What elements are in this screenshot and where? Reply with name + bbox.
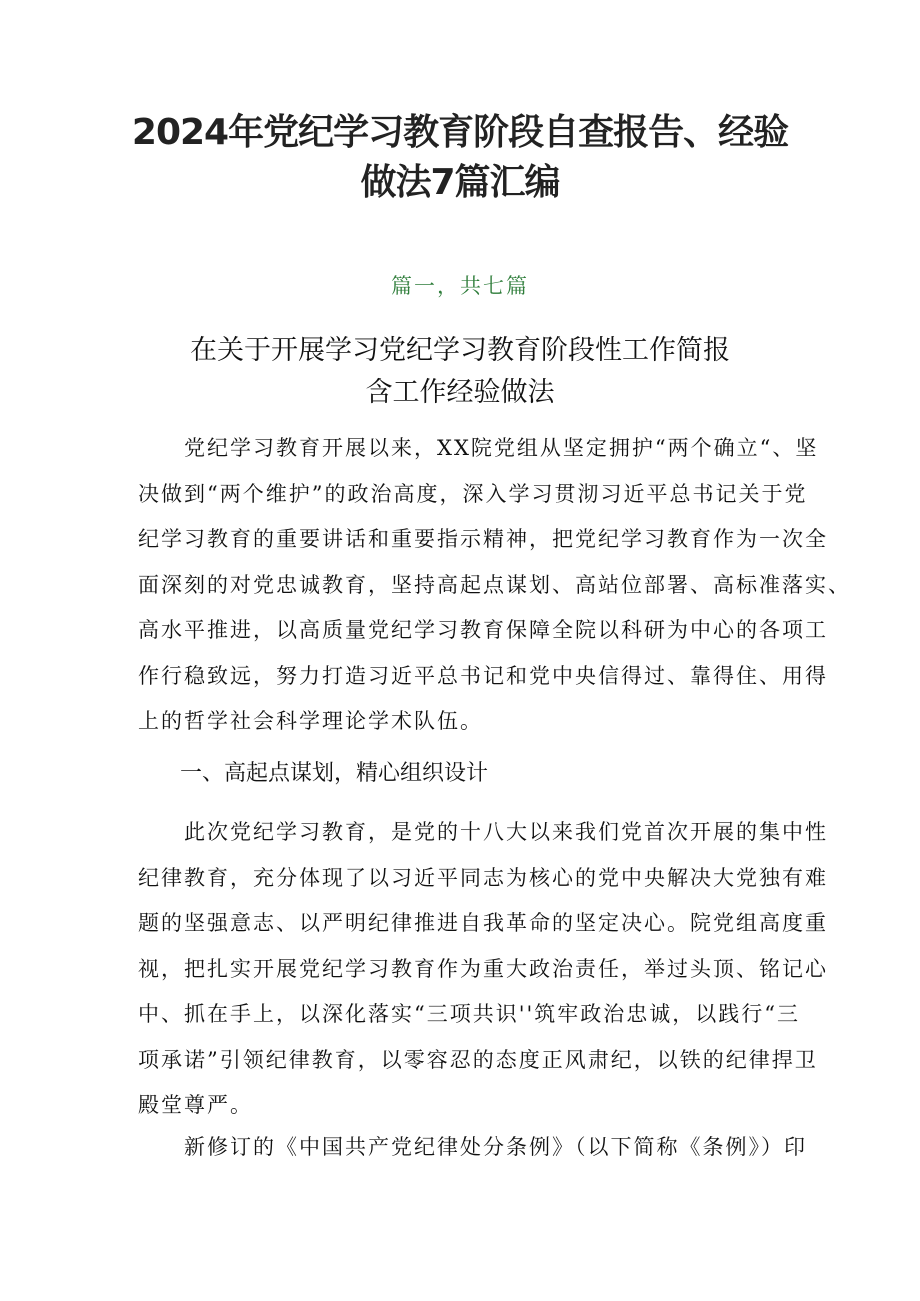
paragraph-line: 面深刻的对党忠诚教育，坚持高起点谋划、高站位部署、高标准落实、 [138, 572, 851, 597]
paragraph-line: 视，把扎实开展党纪学习教育作为重大政治责任，举过头顶、铭记心 [138, 956, 828, 981]
paragraph-line: 作行稳致远，努力打造习近平总书记和党中央信得过、靠得住、用得 [138, 663, 828, 688]
paragraph-line: 此次党纪学习教育，是党的十八大以来我们党首次开展的集中性 [184, 820, 828, 844]
document-title [120, 108, 800, 208]
paragraph-section-1 [138, 810, 828, 1129]
paragraph-line: 题的坚强意志、以严明纪律推进自我革命的坚定决心。院党组高度重 [138, 911, 828, 935]
section-heading-1: 一、高起点谋划，精心组织设计 [180, 761, 489, 786]
subtitle-line-1: 在关于开展学习党纪学习教育阶段性工作简报 [190, 335, 730, 366]
paragraph-line: 上的哲学社会科学理论学术队伍。 [138, 709, 483, 733]
title-line-2: 做法7篇汇编 [360, 162, 560, 203]
paragraph-line: 新修订的《中国共产党纪律处分条例》（以下简称《条例》）印 [184, 1135, 807, 1159]
article-subtitle [150, 330, 770, 414]
paragraph-line: 党纪学习教育开展以来，XX院党组从坚定拥护“两个确立“、坚 [184, 436, 819, 460]
paragraph-intro [138, 426, 851, 745]
paragraph-line: 纪律教育，充分体现了以习近平同志为核心的党中央解决大党独有难 [138, 865, 828, 890]
title-line-1: 2024年党纪学习教育阶段自查报告、经验 [131, 112, 789, 153]
subtitle-line-2: 含工作经验做法 [365, 377, 555, 408]
paragraph-regulation [138, 1125, 807, 1171]
paragraph-line: 殿堂尊严。 [138, 1093, 253, 1117]
paragraph-line: 纪学习教育的重要讲话和重要指示精神，把党纪学习教育作为一次全 [138, 527, 828, 551]
section-tag: 篇一，共七篇 [391, 274, 529, 298]
paragraph-line: 项承诺”引领纪律教育，以零容忍的态度正风肃纪，以铁的纪律捍卫 [138, 1047, 818, 1072]
paragraph-line: 高水平推进，以高质量党纪学习教育保障全院以科研为中心的各项工 [138, 618, 828, 642]
paragraph-line: 决做到“两个维护”的政治高度，深入学习贯沏习近平总书记关于党 [138, 481, 808, 506]
paragraph-line: 中、抓在手上，以深化落实“三项共识''筑牢政治忠诚，以践行“三 [138, 1002, 801, 1026]
